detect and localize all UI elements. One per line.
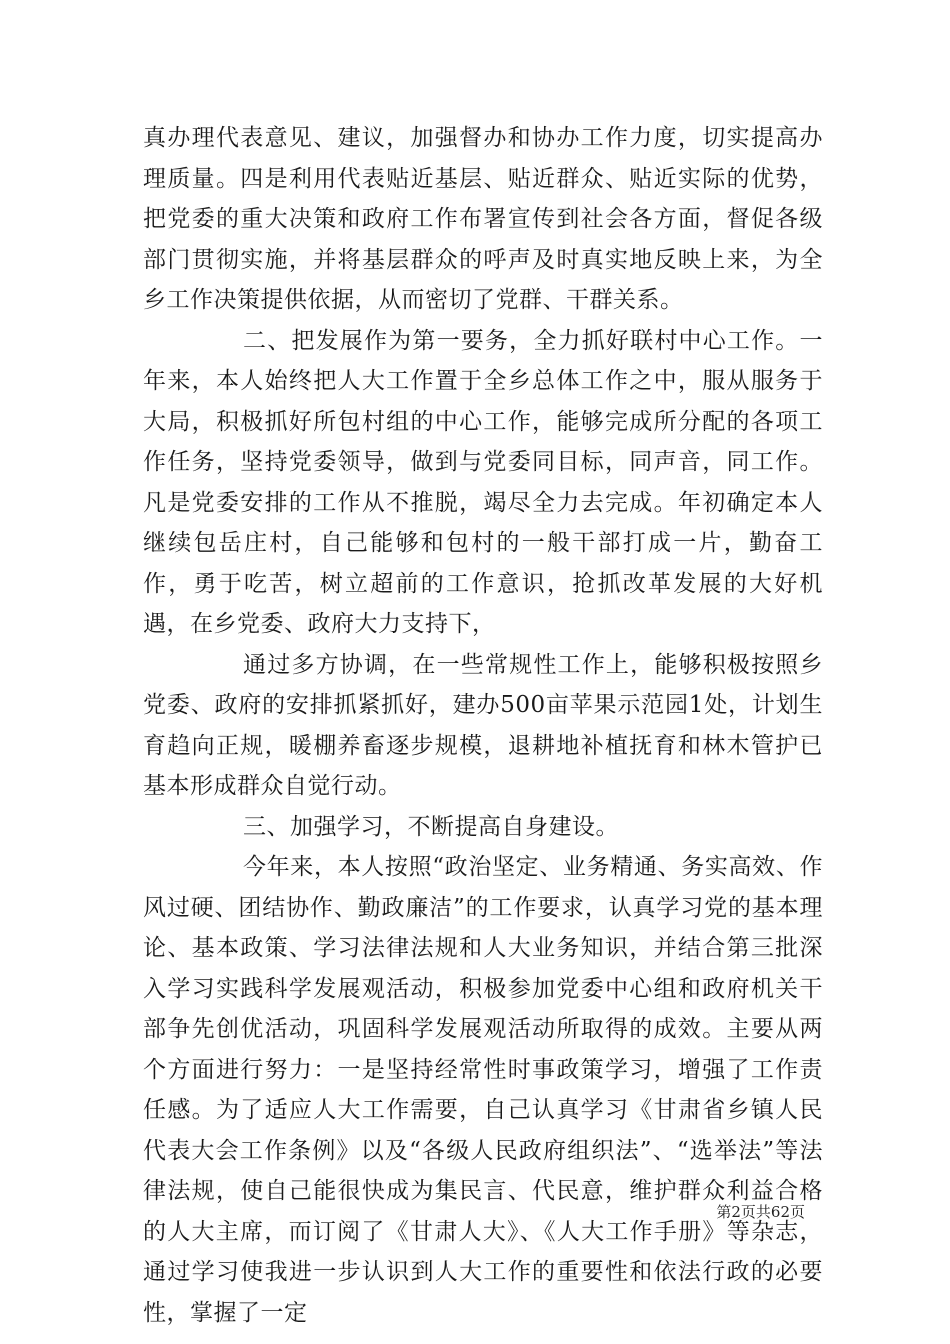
paragraph-study: 今年来，本人按照“政治坚定、业务精通、务实高效、作风过硬、团结协作、勤政廉洁”的工作要求，认真学习党的基本理论、基本政策、学习法律法规和人大业务知识，并结合第三批深入学习实践科学发展观活动，积极参加党委中心组和政府机关干部争先创优活动，巩固科学发展观活动所取得的成效。主要从两个方面进行努力：一是坚持经常性时事政策学习，增强了工作责任感。为了适应人大工作需要，自己认真学习《甘肃省乡镇人民代表大会工作条例》以及“各级人民政府组织法”、“选举法”等法律法规，使自己能很快成为集民言、代民意，维护群众利益合格的人大主席，而订阅了《甘肃人大》、《人大工作手册》等杂志，通过学习使我进一步认识到人大工作的重要性和依法行政的必要性，掌握了一定	[143, 854, 823, 1326]
paragraph-section-two: 二、把发展作为第一要务，全力抓好联村中心工作。一年来，本人始终把人大工作置于全乡总体工作之中，服从服务于大局，积极抓好所包村组的中心工作，能够完成所分配的各项工作任务，坚持党委领导，做到与党委同目标，同声音，同工作。凡是党委安排的工作从不推脱，竭尽全力去完成。年初确定本人继续包岳庄村，自己能够和包村的一般干部打成一片，勤奋工作，勇于吃苦，树立超前的工作意识，抢抓改革发展的大好机遇，在乡党委、政府大力支持下，	[143, 327, 823, 637]
paragraph-coordination: 通过多方协调，在一些常规性工作上，能够积极按照乡党委、政府的安排抓紧抓好，建办500亩苹果示范园1处，计划生育趋向正规，暖棚养畜逐步规模，退耕地补植抚育和林木管护已基本形成群众自觉行动。	[143, 651, 823, 799]
document-body	[143, 118, 823, 1333]
paragraph-continuation: 真办理代表意见、建议，加强督办和协办工作力度，切实提高办理质量。四是利用代表贴近基层、贴近群众、贴近实际的优势，把党委的重大决策和政府工作布署宣传到社会各方面，督促各级部门贯彻实施，并将基层群众的呼声及时真实地反映上来，为全乡工作决策提供依据，从而密切了党群、干群关系。	[143, 125, 823, 313]
page-number-footer: 第2页共62页	[716, 1203, 805, 1221]
section-three-heading: 三、加强学习，不断提高自身建设。	[243, 813, 619, 840]
